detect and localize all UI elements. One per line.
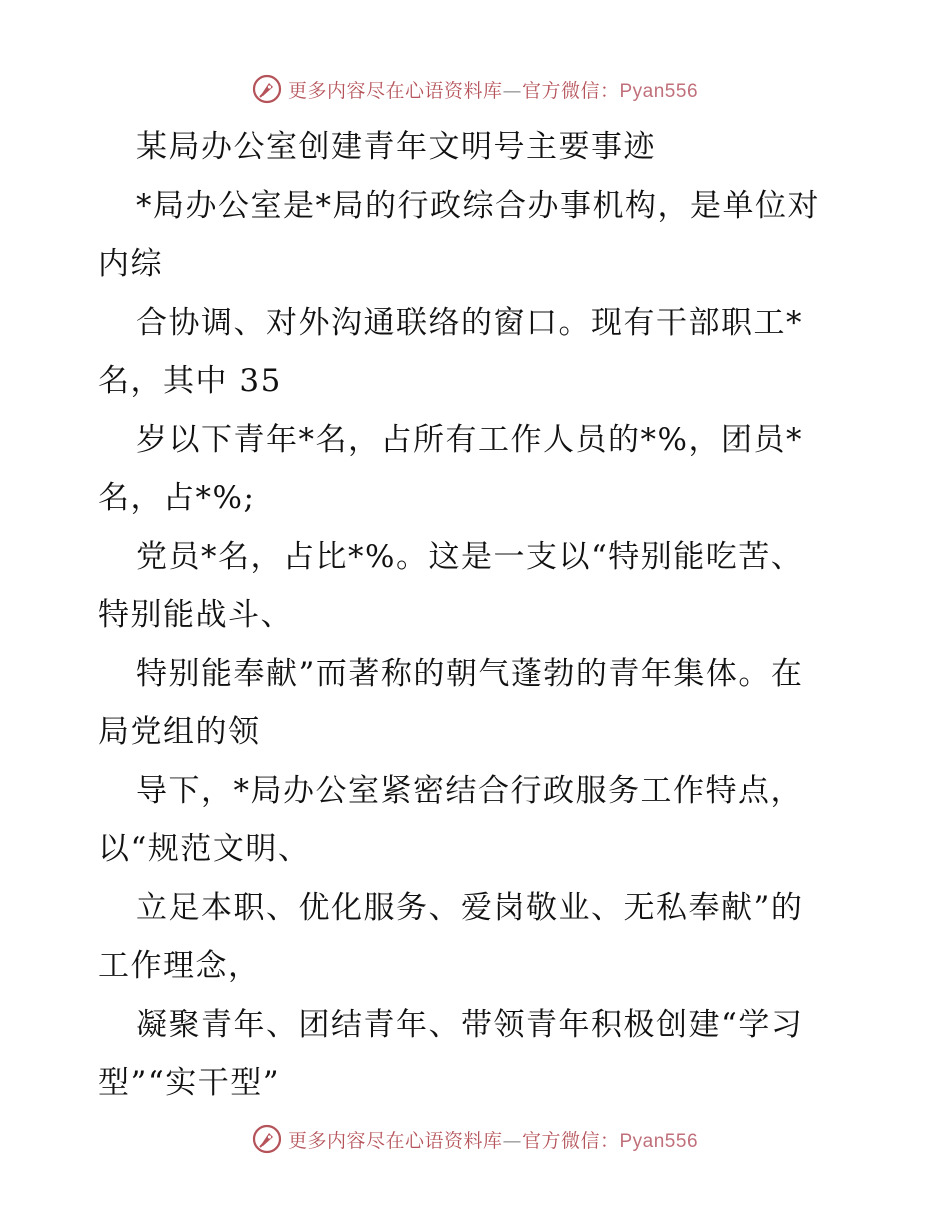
fountain-pen-nib-icon — [252, 1124, 282, 1154]
doc-line: 特别能奉献”而著称的朝气蓬勃的青年集体。在 — [136, 655, 804, 692]
header-watermark — [0, 69, 950, 109]
doc-line: 局党组的领 — [98, 714, 261, 750]
watermark-sep: — — [502, 79, 522, 102]
doc-line: 名，占*%; — [98, 480, 256, 516]
watermark-sep: — — [502, 1129, 522, 1152]
watermark-main: 更多内容尽在心语资料库 — [287, 79, 503, 102]
doc-line: 凝聚青年、团结青年、带领青年积极创建“学习 — [136, 1006, 804, 1043]
doc-line: 型”“实干型” — [98, 1065, 281, 1101]
watermark-main: 更多内容尽在心语资料库 — [287, 1129, 503, 1152]
watermark-tail: 官方微信： — [521, 79, 620, 102]
footer-watermark — [0, 1119, 950, 1159]
doc-line: 特别能战斗、 — [98, 597, 293, 633]
doc-line: *局办公室是*局的行政综合办事机构，是单位对 — [136, 187, 820, 224]
doc-line: 内综 — [98, 246, 163, 282]
doc-line: 名，其中 35 — [98, 363, 282, 399]
doc-line: 党员*名，占比*%。这是一支以“特别能吃苦、 — [136, 538, 804, 575]
doc-line: 以“规范文明、 — [98, 831, 311, 867]
watermark-text — [288, 1126, 698, 1153]
doc-line: 工作理念， — [98, 948, 261, 984]
doc-line: 岁以下青年*名，占所有工作人员的*%，团员* — [136, 421, 803, 458]
doc-line: 立足本职、优化服务、爱岗敬业、无私奉献”的 — [136, 889, 804, 926]
fountain-pen-nib-icon — [252, 74, 282, 104]
watermark-tail: 官方微信： — [521, 1129, 620, 1152]
watermark-id: Pyan556 — [619, 1130, 699, 1152]
watermark-id: Pyan556 — [619, 80, 699, 102]
document-body — [98, 118, 858, 1113]
doc-line: 合协调、对外沟通联络的窗口。现有干部职工* — [136, 304, 803, 341]
watermark-text — [288, 76, 698, 103]
doc-title: 某局办公室创建青年文明号主要事迹 — [136, 129, 656, 165]
doc-line: 导下，*局办公室紧密结合行政服务工作特点， — [136, 772, 803, 809]
